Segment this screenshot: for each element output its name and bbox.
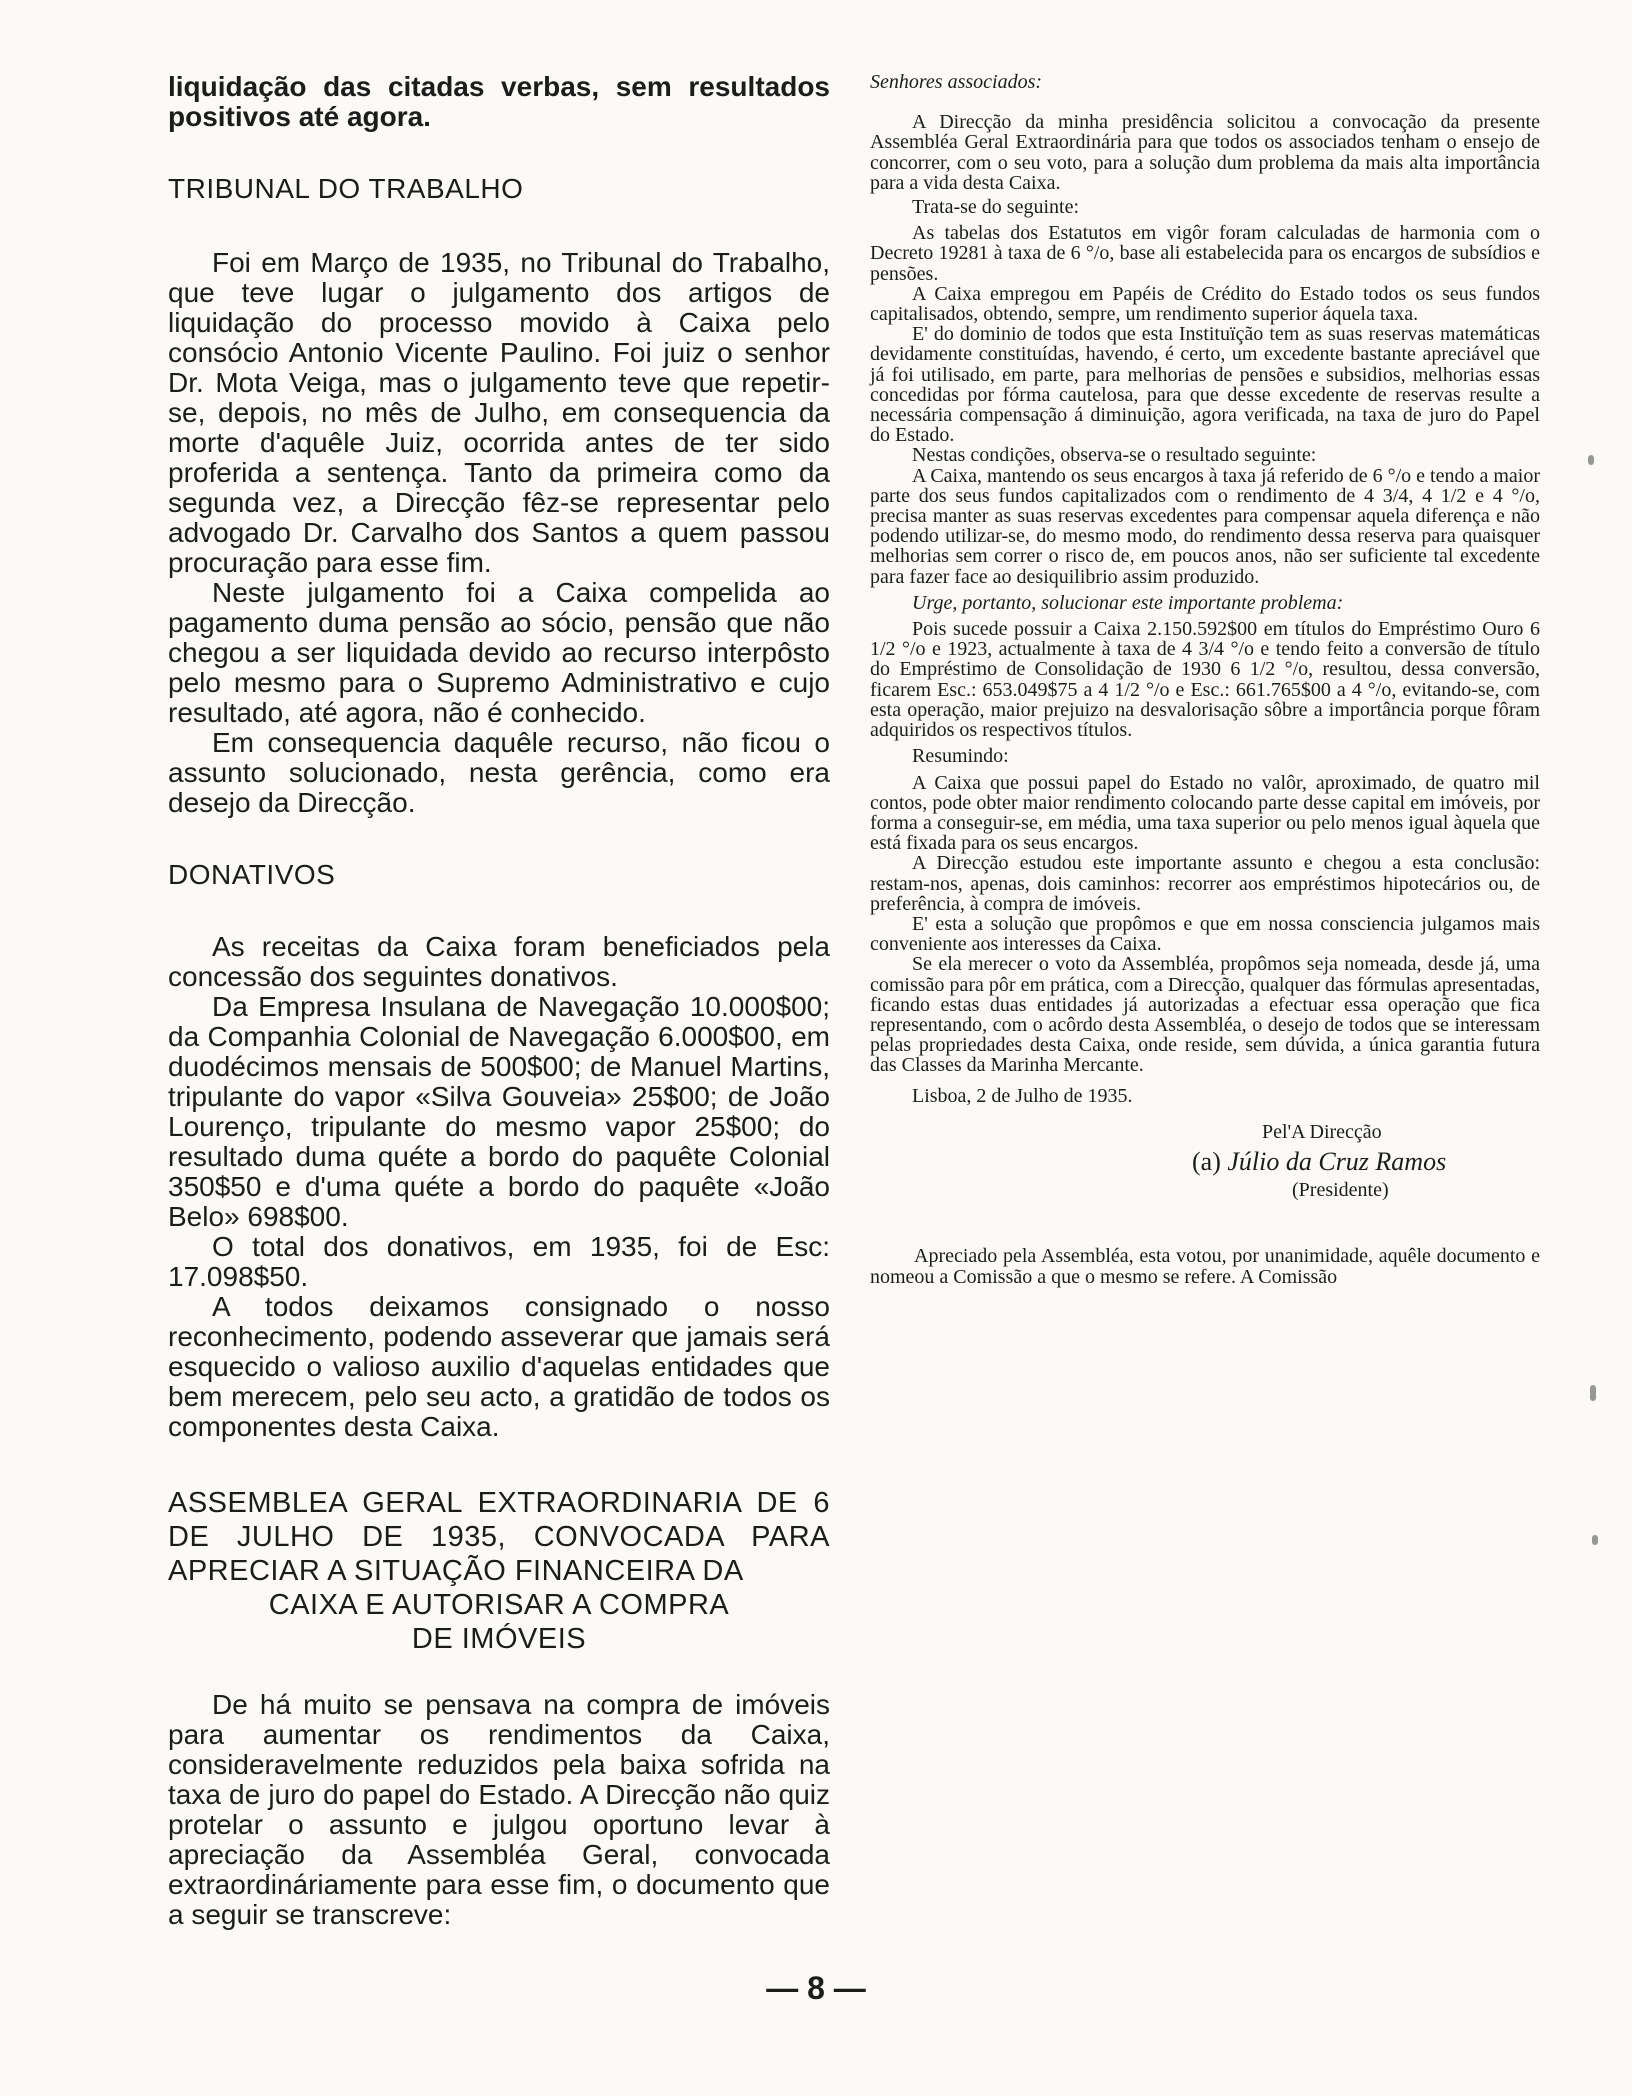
assembleia-intro-paragraph: De há muito se pensava na compra de imóveis para aumentar os rendimentos da Caixa, consideravelmente reduzidos pela baixa sofrida na taxa de juro do papel do Estado. A Direcção não quiz protelar o assunto e julgou oportuno levar à apreciação da Assembléa Geral, convocada extraordináriamente para esse fim, o documento que a seguir se transcreve: <box>168 1689 830 1930</box>
letter-paragraph-13: E' esta a solução que propômos e que em nossa consciencia julgamos mais conveniente aos interesses da Caixa. <box>870 912 1540 956</box>
letter-paragraph-4: A Caixa empregou em Papéis de Crédito do Estado todos os seus fundos capitalisados, obtendo, sempre, um rendimento superior áquela taxa. <box>870 282 1540 326</box>
intro-paragraph: liquidação das citadas verbas, sem resultados positivos até agora. <box>168 71 830 132</box>
letter-paragraph-8: Urge, portanto, solucionar este importante problema: <box>912 591 1344 614</box>
letter-paragraph-14: Se ela merecer o voto da Assembléa, propômos seja nomeada, desde já, uma comissão para pôr em prática, com a Direcção, qualquer das fórmulas apresentadas, ficando estas duas entidades já autorizadas a efectuar essa operação que fica representando, com o acôrdo desta Assembléa, o desejo de todos que se interessam pelas propriedades desta Caixa, onde reside, sem dúvida, a única garantia futura das Classes da Marinha Mercante. <box>870 953 1540 1077</box>
salutation: Senhores associados: <box>870 71 1043 93</box>
letter-paragraph-11: A Caixa que possui papel do Estado no valôr, aproximado, de quatro mil contos, pode obter maior rendimento colocando parte desse capital em imóveis, por forma a conseguir-se, em média, uma taxa superior ou pelo menos igual àquela que está fixada para os seus encargos. <box>870 771 1540 855</box>
scan-speck <box>1590 1385 1596 1401</box>
signature-name-line <box>1192 1146 1540 1176</box>
donativos-heading: DONATIVOS <box>168 859 336 890</box>
signature-block <box>870 1122 1540 1201</box>
signature-by: Pel'A Direcção <box>1262 1120 1382 1143</box>
assembleia-heading <box>168 1486 830 1656</box>
letter-date: Lisboa, 2 de Julho de 1935. <box>912 1084 1133 1107</box>
signature-role: (Presidente) <box>1292 1179 1389 1202</box>
tribunal-paragraph-3: Em consequencia daquêle recurso, não ficou o assunto solucionado, nesta gerência, como era desejo da Direcção. <box>168 727 830 818</box>
tribunal-paragraph-1: Foi em Março de 1935, no Tribunal do Trabalho, que teve lugar o julgamento dos artigos de liquidação do processo movido à Caixa pelo consócio Antonio Vicente Paulino. Foi juiz o senhor Dr. Mota Veiga, mas o julgamento teve que repetir-se, depois, no mês de Julho, em consequencia da morte d'aquêle Juiz, ocorrida antes de ter sido proferida a sentença. Tanto da primeira como da segunda vez, a Direcção fêz-se representar pelo advogado Dr. Carvalho dos Santos a quem passou procuração para esse fim. <box>168 247 830 578</box>
page-number: — 8 — <box>766 1970 866 2006</box>
donativos-paragraph-2: Da Empresa Insulana de Navegação 10.000$00; da Companhia Colonial de Navegação 6.000$00, em duodécimos mensais de 500$00; de Manuel Martins, tripulante do vapor «Silva Gouveia» 25$00; de João Lourenço, tripulante do mesmo vapor 25$00; do resultado duma quéte a bordo do paquête Colonial 350$50 e d'uma quéte a bordo do paquête «João Belo» 698$00. <box>168 991 830 1232</box>
letter-paragraph-1: A Direcção da minha presidência solicitou a convocação da presente Assembléa Geral Extraordinária para que todos os associados tenham o ensejo de concorrer, com o seu voto, para a solução dum problema da mais alta importância para a vida desta Caixa. <box>870 111 1540 194</box>
donativos-paragraph-3: O total dos donativos, em 1935, foi de Esc: 17.098$50. <box>168 1231 830 1292</box>
assembleia-heading-line-1: ASSEMBLEA GERAL EXTRAORDINARIA DE 6 DE JULHO DE 1935, CONVOCADA PARA APRECIAR A SITUAÇÃO FINANCEIRA DA <box>168 1487 830 1587</box>
letter-paragraph-10: Resumindo: <box>912 745 1009 768</box>
signature-name: Júlio da Cruz Ramos <box>1227 1146 1447 1176</box>
letter-paragraph-7: A Caixa, mantendo os seus encargos à taxa já referido de 6 °/o e tendo a maior parte dos seus fundos capitalizados com o rendimento de 4 3/4, 4 1/2 e 4 °/o, precisa manter as suas reservas excedentes para compensar aquela diferença e não podendo utilizar-se, do mesmo modo, do rendimento dessa reserva para quaisquer melhorias sem correr o risco de, em poucos anos, não ser suficiente tal excedente para fazer face ao desiquilibrio assim produzido. <box>870 464 1540 588</box>
closing-paragraph: Apreciado pela Assembléa, esta votou, por unanimidade, aquêle documento e nomeou a Comissão a que o mesmo se refere. A Comissão <box>870 1245 1540 1288</box>
donativos-paragraph-4: A todos deixamos consignado o nosso reconhecimento, podendo asseverar que jamais será esquecido o valioso auxilio d'aquelas entidades que bem merecem, pelo seu acto, a gratidão de todos os componentes desta Caixa. <box>168 1291 830 1442</box>
scan-speck <box>1592 1535 1598 1545</box>
assembleia-heading-line-2: CAIXA E AUTORISAR A COMPRA <box>268 1589 730 1621</box>
tribunal-paragraph-2: Neste julgamento foi a Caixa compelida ao pagamento duma pensão ao sócio, pensão que não chegou a ser liquidada devido ao recurso interpôsto pelo mesmo para o Supremo Administrativo e cujo resultado, até agora, não é conhecido. <box>168 577 830 728</box>
letter-paragraph-2: Trata-se do seguinte: <box>912 196 1080 219</box>
left-column <box>168 72 830 1930</box>
letter-paragraph-12: A Direcção estudou este importante assunto e chegou a esta conclusão: restam-nos, apenas, dois caminhos: recorrer aos empréstimos hipotecários ou, de preferência, à compra de imóveis. <box>870 852 1540 915</box>
scan-speck <box>1588 455 1594 465</box>
signature-prefix: (a) <box>1192 1146 1221 1176</box>
letter-paragraph-6: Nestas condições, observa-se o resultado seguinte: <box>912 444 1317 467</box>
letter-paragraph-5: E' do dominio de todos que esta Instituïção tem as suas reservas matemáticas devidamente constituídas, havendo, é certo, um excedente bastante apreciável que já foi utilisado, em parte, para melhorias de pensões e subsidios, melhorias essas concedidas por fórma cautelosa, para que desse excedente de reservas resulte a necessária compensação á diminuição, agora verificada, na taxa de juro do Papel do Estado. <box>870 323 1540 447</box>
right-column <box>870 72 1540 1287</box>
assembleia-heading-line-3: DE IMÓVEIS <box>411 1623 587 1655</box>
donativos-paragraph-1: As receitas da Caixa foram beneficiados pela concessão dos seguintes donativos. <box>168 931 830 992</box>
letter-paragraph-3: As tabelas dos Estatutos em vigôr foram calculadas de harmonia com o Decreto 19281 à taxa de 6 °/o, base ali estabelecida para os encargos de subsídios e pensões. <box>870 222 1540 285</box>
letter-paragraph-9: Pois sucede possuir a Caixa 2.150.592$00 em títulos do Empréstimo Ouro 6 1/2 °/o e 1923, actualmente à taxa de 4 3/4 °/o e tendo feito a conversão de título do Empréstimo de Consolidação de 1930 6 1/2 °/o, resultou, dessa conversão, ficarem Esc.: 653.049$75 a 4 1/2 °/o e Esc.: 661.765$00 a 4 °/o, evitando-se, com esta operação, maior prejuizo na desvalorisação sôbre a importância porque fôram adquiridos os respectivos títulos. <box>870 618 1540 742</box>
tribunal-heading: TRIBUNAL DO TRABALHO <box>168 173 524 204</box>
